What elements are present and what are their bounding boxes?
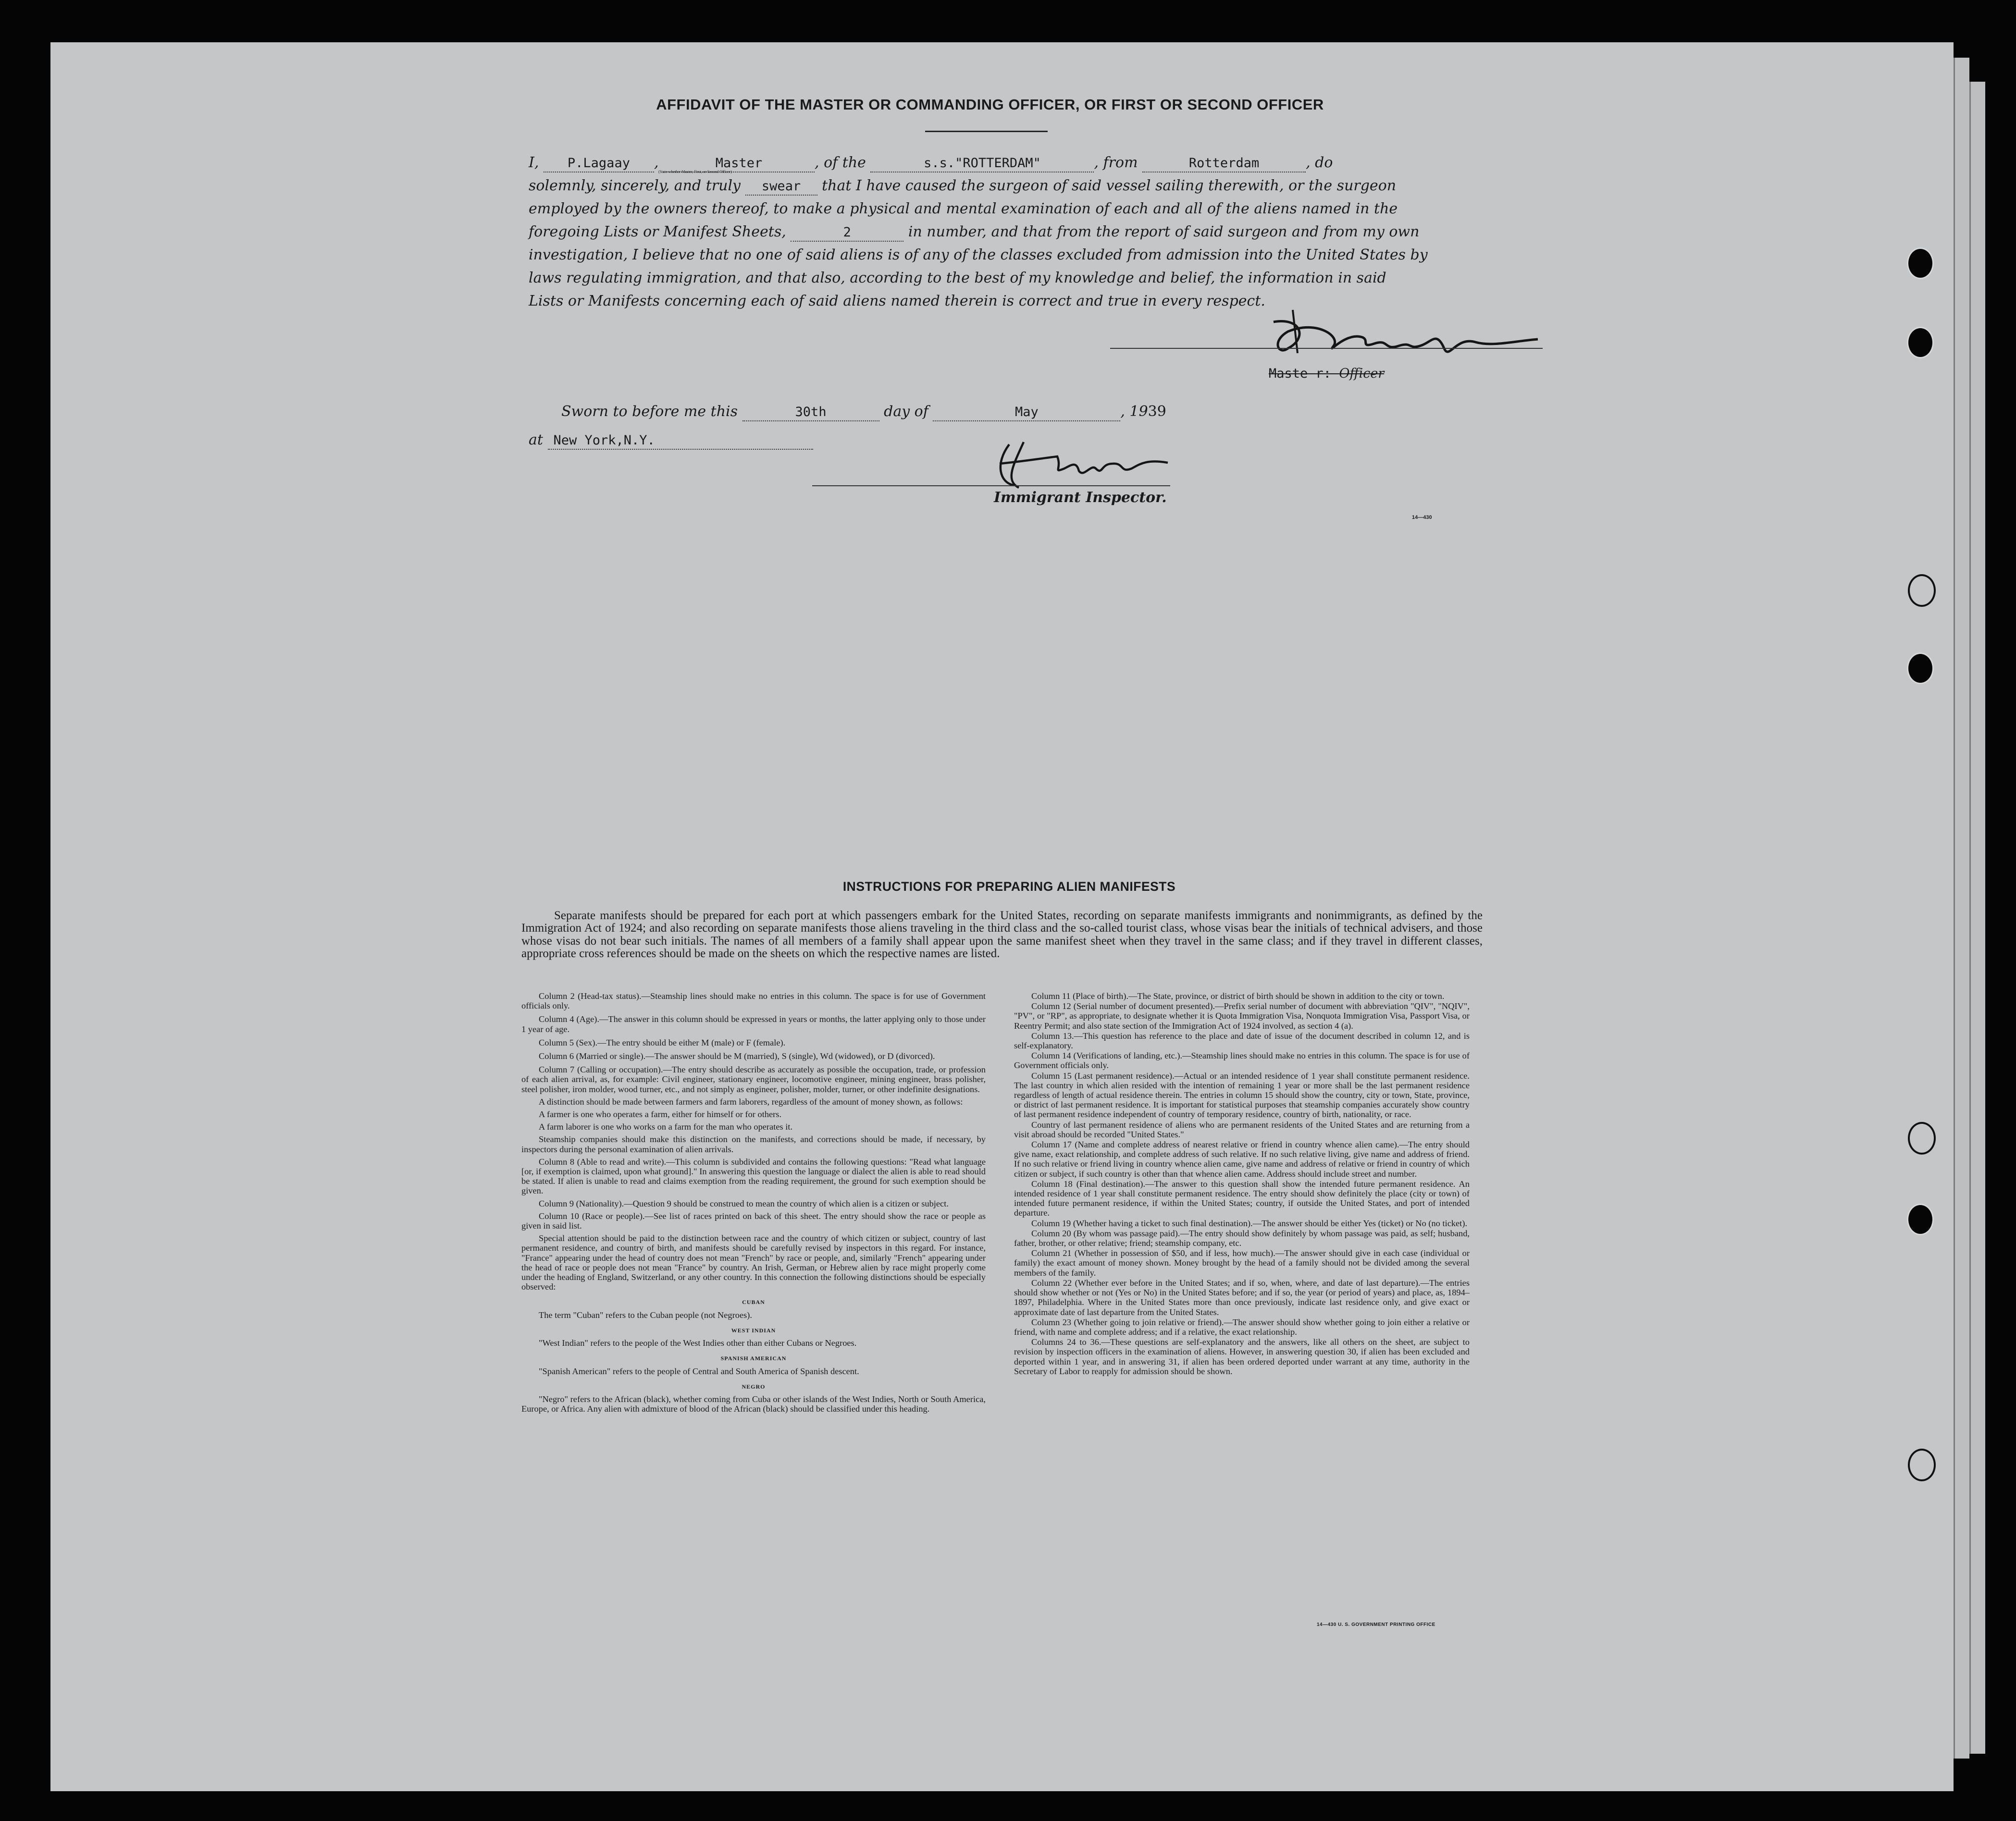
text: at (529, 431, 543, 448)
paragraph: A farm laborer is one who works on a farm for the man who operates it. (539, 1122, 793, 1132)
rank-value: Master (715, 156, 763, 171)
paragraph: Column 2 (Head-tax status).—Steamship lines should make no entries in this column. The space is for use of Government officials only. (521, 991, 986, 1011)
paragraph: "West Indian" refers to the people of the West Indies other than either Cubans or Negroes. (539, 1338, 857, 1348)
paragraph: Country of last permanent residence of aliens who are permanent residents of the United States and are returning from a visit abroad should be recorded "United States." (1014, 1120, 1470, 1139)
sheet-count-field: 2 (791, 224, 903, 242)
affidavit-title: AFFIDAVIT OF THE MASTER OR COMMANDING OFFICER, OR FIRST OR SECOND OFFICER (656, 96, 1324, 113)
paragraph: Column 20 (By whom was passage paid).—The entry should show definitely by whom passage was paid, as self; husband, father, brother, or other relative; friend; steamship company, etc. (1014, 1228, 1470, 1248)
paragraph: Column 4 (Age).—The answer in this column should be expressed in years or months, the latter applying only to those under 1 year of age. (521, 1014, 986, 1034)
paragraph: Column 15 (Last permanent residence).—Actual or an intended residence of 1 year shall constitute permanent residence. The last country in which alien resided with the intention of remaining 1 year or more shall be the last permanent residence regardless of length of actual residence therein. The entries in column 15 should show the country, city or town, State, province, or district of last permanent residence. It is important for statistical purposes that steamship companies accurately show country of last permanent residence independent of country of temporary residence, country of birth, nationality, or race. (1014, 1070, 1470, 1120)
affidavit-line-1 (529, 151, 1471, 174)
heading-cuban: CUBAN (742, 1299, 765, 1306)
signature-line (1110, 348, 1543, 349)
binder-hole (1907, 1204, 1934, 1235)
rank-field (658, 155, 815, 174)
paragraph: Column 23 (Whether going to join relative or friend).—The answer should show whether going to join either a relative or friend, with name and complete address; and if a relative, the exact relationship. (1014, 1317, 1470, 1337)
text: , from (1094, 154, 1138, 171)
affidavit-line-2 (529, 174, 1471, 197)
at-line (529, 429, 813, 452)
binder-hole (1907, 652, 1934, 684)
text: , of the (815, 154, 866, 171)
inspector-title: Immigrant Inspector. (994, 489, 1167, 506)
heading-west-indian: WEST INDIAN (731, 1327, 776, 1334)
text: solemnly, sincerely, and truly (529, 177, 741, 194)
paragraph: Column 6 (Married or single).—The answer should be M (married), S (single), Wd (widowed), or D (divorced). (539, 1051, 935, 1061)
affidavit-line-5: investigation, I believe that no one of said aliens is of any of the classes excluded from admission into the United States by (529, 246, 1428, 263)
port-field: Rotterdam (1142, 155, 1306, 172)
paragraph: Column 19 (Whether having a ticket to such final destination).—The answer should be either Yes (ticket) or No (no ticket). (1031, 1218, 1468, 1228)
paragraph: Column 7 (Calling or occupation).—The entry should describe as accurately as possible the occupation, trade, or profession of each alien arrival, as, for example: Civil engineer, stationary engineer, locomotive engineer, mining engineer, brass polisher, steel polisher, iron molder, wood turner, etc., and not simply as engineer, polisher, molder, turner, or other indefinite designations. (521, 1065, 986, 1094)
affidavit-line-6: laws regulating immigration, and that also, according to the best of my knowledge and belief, the information in said (529, 270, 1386, 286)
signer-title (1269, 366, 1384, 381)
binder-hole (1907, 247, 1934, 279)
text: that I have caused the surgeon of said vessel sailing therewith, or the surgeon (822, 177, 1397, 194)
paragraph: Column 8 (Able to read and write).—This column is subdivided and contains the following questions: "Read what language [or, if exemption is claimed, upon what ground]." In answering this question the language or dialect the alien is able to read should be stated. If alien is unable to read and claims exemption from the reading requirement, the ground for such exemption should be given. (521, 1157, 986, 1196)
binder-hole (1908, 574, 1936, 607)
text: Sworn to before me this (561, 403, 738, 420)
instructions-intro: Separate manifests should be prepared for each port at which passengers embark for the United States, recording on separate manifests immigrants and nonimmigrants, as defined by the Immigration Act of 1924; and also recording on separate manifests those aliens traveling in the third class and the so-called tourist class, whose visas bear the initials of technical advisers, and those whose visas do not bear such initials. The names of all members of a family shall appear upon the same manifest sheet when they travel in the same class; and if they travel in different classes, appropriate cross references should be made on the sheets on which the respective names are listed. (521, 909, 1483, 960)
affidavit-line-4 (529, 221, 1471, 244)
paragraph: Column 5 (Sex).—The entry should be either M (male) or F (female). (539, 1037, 786, 1047)
instructions-title: INSTRUCTIONS FOR PREPARING ALIEN MANIFESTS (842, 879, 1176, 894)
sworn-line (561, 400, 1166, 423)
paragraph: Column 21 (Whether in possession of $50, and if less, how much).—The answer should give in each case (individual or family) the exact amount of money shown. Money brought by the head of a family should not be divided among the several members of the family. (1014, 1248, 1470, 1278)
printer-imprint: 14—430 U. S. GOVERNMENT PRINTING OFFICE (1317, 1622, 1435, 1627)
text: in number, and that from the report of said surgeon and from my own (908, 223, 1420, 240)
binder-hole (1908, 1449, 1936, 1481)
inspector-signature (980, 435, 1201, 492)
page-edge (1954, 58, 1969, 1759)
master-signature (1225, 303, 1552, 370)
form-number: 14—430 (1412, 515, 1432, 520)
paragraph: Special attention should be paid to the distinction between race and the country of which citizen or subject, country of last permanent residence, and country of birth, and manifests should be carefully revised by inspectors in this regard. For instance, "France" appearing under the head of country does not mean "French" by race or people, and, similarly "French" appearing under the head of race or people does not mean "France" by country. An Irish, German, or Hebrew alien by race might properly come under the heading of England, Switzerland, or any other country. In this connection the following distinctions should be especially observed: (521, 1233, 986, 1292)
instructions-right-column (1014, 991, 1470, 1377)
affidavit-line-3: employed by the owners thereof, to make a physical and mental examination of each and all of the aliens named in the (529, 200, 1398, 217)
paragraph: The term "Cuban" refers to the Cuban people (not Negroes). (539, 1310, 752, 1320)
text: I, (529, 154, 539, 171)
paragraph: A distinction should be made between farmers and farm laborers, regardless of the amount of money shown, as follows: (539, 1096, 963, 1107)
paragraph: A farmer is one who operates a farm, either for himself or for others. (539, 1109, 782, 1120)
paragraph: Column 14 (Verifications of landing, etc.).—Steamship lines should make no entries in this column. The space is for use of Government officials only. (1014, 1051, 1470, 1070)
heading-negro: NEGRO (742, 1383, 766, 1390)
text: , 19 (1120, 403, 1148, 420)
place-field: New York,N.Y. (548, 432, 813, 450)
heading-spanish-american: SPANISH AMERICAN (720, 1355, 787, 1362)
text: day of (884, 403, 928, 420)
paragraph: Column 10 (Race or people).—See list of races printed on back of this sheet. The entry should show the race or people as given in said list. (521, 1211, 986, 1231)
paragraph: "Spanish American" refers to the people of Central and South America of Spanish descent. (539, 1366, 859, 1376)
binder-hole (1908, 1122, 1936, 1155)
oath-field: swear (745, 178, 817, 196)
paragraph: Column 13.—This question has reference to the place and date of issue of the document described in column 12, and is self-explanatory. (1014, 1031, 1470, 1051)
master-name-field: P.Lagaay (544, 155, 654, 172)
paragraph: Column 22 (Whether ever before in the United States; and if so, when, where, and date of last departure).—The entries should show whether or not (Yes or No) in the United States before; and if so, the year (or period of years) and place, as, 1894–1897, Philadelphia. Where in the United States more than once previously, indicate last residence only, and give exact or approximate date of last departure from the United States. (1014, 1278, 1470, 1317)
ship-field: s.s."ROTTERDAM" (870, 155, 1094, 172)
binder-hole (1907, 327, 1934, 358)
rank-note: (State whether Master, First, or Second Officer) (658, 170, 732, 174)
day-field: 30th (742, 404, 879, 421)
title-rule (925, 131, 1048, 132)
text: foregoing Lists or Manifest Sheets, (529, 223, 786, 240)
signer-title-struck: Officer (1339, 366, 1385, 381)
paragraph: Column 9 (Nationality).—Question 9 should be construed to mean the country of which alien is a citizen or subject. (539, 1198, 949, 1208)
instructions-left-column (521, 991, 986, 1414)
paragraph: "Negro" refers to the African (black), whether coming from Cuba or other islands of the West Indies, North or South America, Europe, or Africa. Any alien with admixture of blood of the African (black) should be classified under this heading. (521, 1394, 986, 1414)
text: , (654, 154, 659, 171)
month-field: May (933, 404, 1120, 421)
text: , do (1306, 154, 1333, 171)
paragraph: Columns 24 to 36.—These questions are self-explanatory and the answers, like all others on the sheet, are subject to revision by inspection officers in the examination of aliens. However, in answering question 30, if alien has been excluded and deported within 1 year, and in answering 31, if alien has been ordered deported under warrant at any time, authority in the Secretary of Labor to reapply for admission should be shown. (1014, 1337, 1470, 1376)
signer-title-typed: Maste r: (1269, 366, 1332, 381)
affidavit-body (529, 151, 1471, 313)
affidavit-line-7: Lists or Manifests concerning each of said aliens named therein is correct and true in every respect. (529, 293, 1265, 309)
paragraph: Column 12 (Serial number of document presented).—Prefix serial number of document with abbreviation "QIV", "NQIV", "PV", or "RP", as appropriate, to designate whether it is Quota Immigration Visa, Nonquota Immigration Visa, Passport Visa, or Reentry Permit; and also state section of the Immigration Act of 1924 involved, as section 4 (a). (1014, 1001, 1470, 1031)
page-edge (1969, 82, 1985, 1754)
paragraph: Steamship companies should make this distinction on the manifests, and corrections should be made, if necessary, by inspectors during the personal examination of alien arrivals. (521, 1134, 986, 1154)
paragraph: Column 17 (Name and complete address of nearest relative or friend in country whence alien came).—The entry should give name, exact relationship, and complete address of such relative. If no such relative living, give name and address of friend. If no such relative or friend living in country whence alien came, give name and address of relative or friend in country of which citizen or subject, if such country is other than that whence alien came. Address should include street and number. (1014, 1140, 1470, 1179)
paragraph: Column 18 (Final destination).—The answer to this question shall show the intended future permanent residence. An intended residence of 1 year shall constitute permanent residence. The entry should show definitely the place (city or town) of intended future permanent residence, if within the United States; country, if outside the United States, and port of intended departure. (1014, 1179, 1470, 1218)
paragraph: Column 11 (Place of birth).—The State, province, or district of birth should be shown in addition to the city or town. (1031, 991, 1445, 1001)
year-field: 39 (1148, 403, 1166, 420)
